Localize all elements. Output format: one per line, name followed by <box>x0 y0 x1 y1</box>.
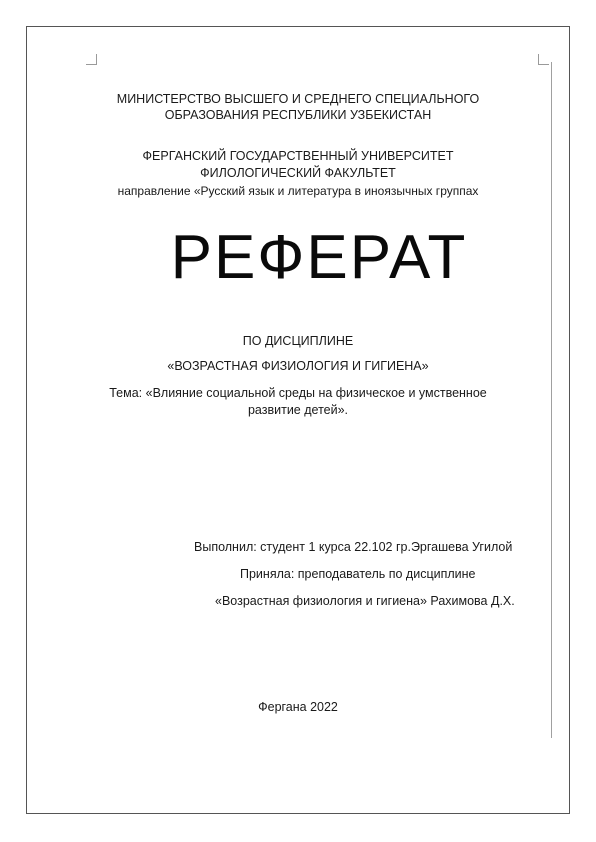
crop-mark-top-left <box>86 54 97 65</box>
accepted-by: Приняла: преподаватель по дисциплине <box>240 567 476 581</box>
performed-by: Выполнил: студент 1 курса 22.102 гр.Эргашева Угилой <box>194 540 513 554</box>
teacher-name: «Возрастная физиология и гигиена» Рахимова Д.Х. <box>215 594 515 608</box>
discipline-label: ПО ДИСЦИПЛИНЕ <box>242 334 354 348</box>
topic-line-2: развитие детей». <box>247 403 349 417</box>
discipline-name: «ВОЗРАСТНАЯ ФИЗИОЛОГИЯ И ГИГИЕНА» <box>167 359 429 373</box>
ministry-line-1: МИНИСТЕРСТВО ВЫСШЕГО И СРЕДНЕГО СПЕЦИАЛЬНОГО <box>116 92 480 106</box>
crop-mark-top-right <box>538 54 549 65</box>
document-title: РЕФЕРАТ <box>170 223 468 292</box>
ministry-line-2: ОБРАЗОВАНИЯ РЕСПУБЛИКИ УЗБЕКИСТАН <box>164 108 432 122</box>
city-year: Фергана 2022 <box>258 700 338 714</box>
topic-line-1: Тема: «Влияние социальной среды на физическое и умственное <box>109 386 487 400</box>
page-frame <box>26 26 570 814</box>
university-name: ФЕРГАНСКИЙ ГОСУДАРСТВЕННЫЙ УНИВЕРСИТЕТ <box>142 149 454 163</box>
direction-line: направление «Русский язык и литература в иноязычных группах <box>117 184 479 198</box>
faculty-name: ФИЛОЛОГИЧЕСКИЙ ФАКУЛЬТЕТ <box>200 166 396 180</box>
